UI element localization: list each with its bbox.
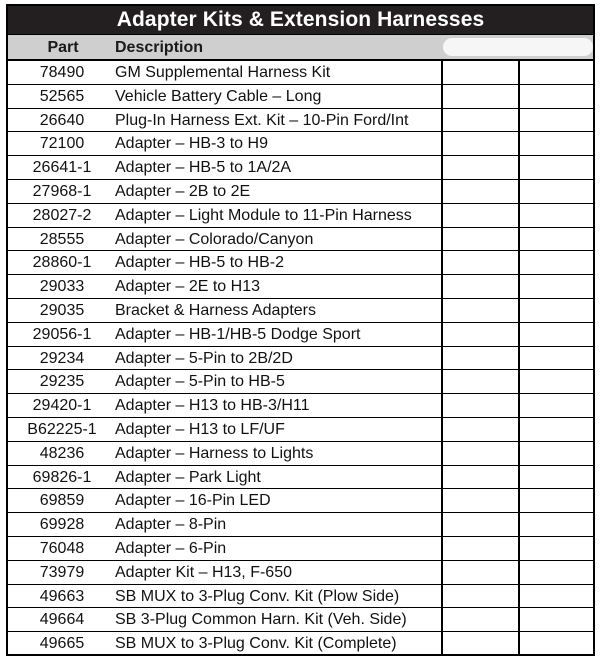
part-number-cell: 29235	[39, 373, 85, 391]
table-row	[8, 489, 593, 513]
description-cell: Plug-In Harness Ext. Kit – 10-Pin Ford/Int	[115, 111, 409, 129]
column-divider	[441, 61, 443, 654]
description-cell: Adapter – Light Module to 11-Pin Harness	[115, 206, 412, 224]
table-row	[8, 347, 593, 371]
table-row	[8, 418, 593, 442]
table-row	[8, 561, 593, 585]
column-header-description: Description	[115, 39, 204, 56]
table-row	[8, 109, 593, 133]
table-row	[8, 156, 593, 180]
part-number-cell: 29033	[39, 278, 85, 296]
table-row	[8, 61, 593, 85]
description-cell: Adapter – Colorado/Canyon	[115, 230, 314, 248]
part-number-cell: 72100	[39, 135, 85, 153]
description-cell: Adapter – HB-1/HB-5 Dodge Sport	[115, 325, 361, 343]
table-row	[8, 608, 593, 632]
table-row	[8, 85, 593, 109]
part-number-cell: 49663	[39, 587, 85, 605]
part-number-cell: 76048	[39, 539, 85, 557]
table-row	[8, 513, 593, 537]
table-row	[8, 251, 593, 275]
table-row	[8, 275, 593, 299]
description-cell: Adapter – HB-3 to H9	[115, 135, 268, 153]
parts-table	[6, 4, 595, 656]
part-number-cell: 69826-1	[32, 468, 92, 486]
table-row	[8, 299, 593, 323]
description-cell: Adapter – 5-Pin to HB-5	[115, 373, 285, 391]
table-row	[8, 204, 593, 228]
part-number-cell: 27968-1	[32, 182, 92, 200]
table-row	[8, 180, 593, 204]
description-cell: SB MUX to 3-Plug Conv. Kit (Plow Side)	[115, 587, 400, 605]
description-cell: Adapter – 8-Pin	[115, 516, 227, 534]
part-number-cell: 26640	[39, 111, 85, 129]
part-number-cell: 49665	[39, 635, 85, 653]
description-cell: Adapter – H13 to HB-3/H11	[115, 397, 310, 415]
description-cell: Bracket & Harness Adapters	[115, 301, 316, 319]
part-number-cell: 29035	[39, 301, 85, 319]
part-number-cell: 26641-1	[32, 159, 92, 177]
description-cell: Adapter Kit – H13, F-650	[115, 563, 292, 581]
part-number-cell: 48236	[39, 444, 85, 462]
table-title: Adapter Kits & Extension Harnesses	[8, 6, 593, 34]
description-cell: Vehicle Battery Cable – Long	[115, 87, 322, 105]
part-number-cell: 29234	[39, 349, 85, 367]
part-number-cell: 49664	[39, 611, 85, 629]
table-row	[8, 228, 593, 252]
part-number-cell: 52565	[39, 87, 85, 105]
table-row	[8, 466, 593, 490]
table-row	[8, 132, 593, 156]
description-cell: SB 3-Plug Common Harn. Kit (Veh. Side)	[115, 611, 407, 629]
description-cell: Adapter – H13 to LF/UF	[115, 420, 285, 438]
part-number-cell: 29420-1	[32, 397, 92, 415]
part-number-cell: 69928	[39, 516, 85, 534]
description-cell: Adapter – 2B to 2E	[115, 182, 251, 200]
description-cell: Adapter – 2E to H13	[115, 278, 260, 296]
description-cell: GM Supplemental Harness Kit	[115, 64, 331, 81]
table-row	[8, 442, 593, 466]
part-number-cell: 73979	[39, 563, 85, 581]
description-cell: Adapter – 16-Pin LED	[115, 492, 271, 510]
part-number-cell: 28860-1	[32, 254, 92, 272]
description-cell: Adapter – 6-Pin	[115, 539, 227, 557]
blank-header-area	[443, 38, 593, 56]
part-number-cell: B62225-1	[27, 420, 97, 438]
table-header-row	[8, 34, 593, 61]
description-cell: SB MUX to 3-Plug Conv. Kit (Complete)	[115, 635, 397, 653]
description-cell: Adapter – Harness to Lights	[115, 444, 314, 462]
description-cell: Adapter – 5-Pin to 2B/2D	[115, 349, 293, 367]
table-row	[8, 632, 593, 656]
table-row	[8, 537, 593, 561]
part-number-cell: 69859	[39, 492, 85, 510]
part-number-cell: 29056-1	[32, 325, 92, 343]
part-number-cell: 28027-2	[32, 206, 92, 224]
table-row	[8, 323, 593, 347]
column-divider	[518, 61, 520, 654]
description-cell: Adapter – HB-5 to HB-2	[115, 254, 284, 272]
description-cell: Adapter – HB-5 to 1A/2A	[115, 159, 292, 177]
table-row	[8, 370, 593, 394]
column-header-part: Part	[47, 39, 79, 56]
part-number-cell: 78490	[39, 64, 85, 81]
part-number-cell: 28555	[39, 230, 85, 248]
description-cell: Adapter – Park Light	[115, 468, 261, 486]
table-body	[8, 61, 593, 656]
table-row	[8, 394, 593, 418]
table-row	[8, 585, 593, 609]
